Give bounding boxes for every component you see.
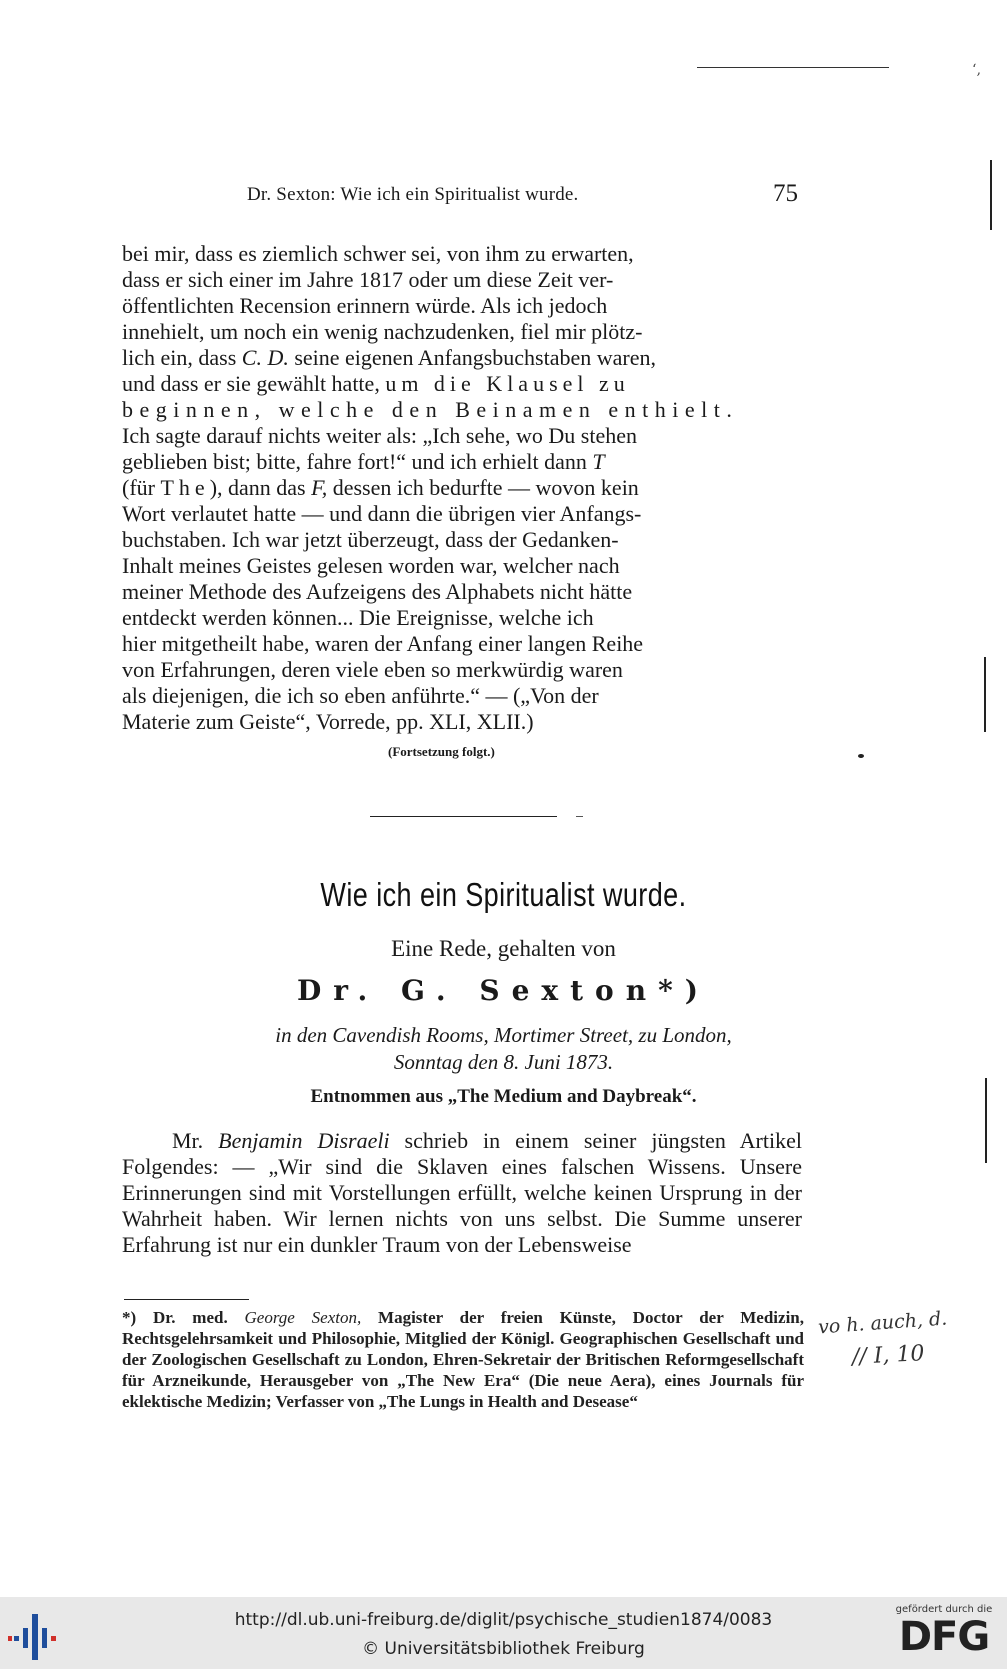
text-line: bei mir, dass es ziemlich schwer sei, von ihm zu erwarten, [122,241,634,266]
margin-bar [990,160,992,230]
article-subtitle: Eine Rede, gehalten von [391,936,616,961]
text-line: Materie zum Geiste“, Vorrede, pp. XLI, XLII.) [122,709,534,734]
article-author: Dr. G. Sexton*) [297,974,710,1007]
dfg-logo-icon[interactable] [888,1604,1000,1666]
text-line: Wort verlautet hatte — und dann die übrigen vier Anfangs- [122,501,642,526]
text-line: dass er sich einer im Jahre 1817 oder um diese Zeit ver- [122,267,614,292]
footnote: *) Dr. med. George Sexton, Magister der freien Künste, Doctor der Medizin, Rechtsgelehrsamkeit und Philosophie, Mitglied der Königl. Geographischen Gesellschaft und der Zoologischen Gesellschaft zu London, Ehren-Sekretair der Britischen Reformgesellschaft für Arzneikunde, Herausgeber von „The New Era“ (Die neue Aera), eines Journals für eklektische Medizin; Verfasser von „The Lungs in Health and Desease“ [122,1308,804,1411]
separator-dash [576,816,583,817]
article-source: Entnommen aus „The Medium and Daybreak“. [310,1086,697,1107]
text-line: Inhalt meines Geistes gelesen worden war, welcher nach [122,553,620,578]
text-line: von Erfahrungen, deren viele eben so merkwürdig waren [122,657,623,682]
corner-mark: ‘‚ [972,62,981,78]
text-line: öffentlichten Recension erinnern würde. Als ich jedoch [122,293,608,318]
text-line: Ich sagte darauf nichts weiter als: „Ich sehe, wo Du stehen [122,423,637,448]
article-venue [0,1022,1007,1076]
dfg-wordmark: DFG [898,1614,990,1660]
text-line: buchstaben. Ich war jetzt überzeugt, dass der Gedanken- [122,527,619,552]
footnote-rule [124,1299,249,1300]
text-line: lich ein, dass C. D. seine eigenen Anfangsbuchstaben waren, [122,345,656,370]
top-rule [697,67,889,68]
venue-line: Sonntag den 8. Juni 1873. [393,1050,614,1074]
footer-url-link[interactable]: http://dl.ub.uni-freiburg.de/diglit/psychische_studien1874/0083 [234,1610,773,1630]
text-line: als diejenigen, die ich so eben anführte.“ — („Von der [122,683,599,708]
continuation-note: (Fortsetzung folgt.) [388,744,495,759]
ink-dot [858,754,864,758]
text-line: und dass er sie gewählt hatte, um die Klausel zu [122,371,630,396]
text-line: innehielt, um noch ein wenig nachzudenken, fiel mir plötz- [122,319,643,344]
text-line: hier mitgetheilt habe, waren der Anfang einer langen Reihe [122,631,644,656]
opening-paragraph: Mr. Benjamin Disraeli schrieb in einem seiner jüngsten Artikel Folgendes: — „Wir sind die Sklaven eines falschen Wissens. Unsere Erinnerungen sind mit Vorstellungen erfüllt, welche keinen Ursprung in der Wahrheit haben. Wir lernen nichts von uns selbst. Die Summe unserer Erfahrung ist nur ein dunkler Traum von der Lebensweise [122,1128,802,1257]
page-number: 75 [773,180,798,207]
text-line: geblieben bist; bitte, fahre fort!“ und ich erhielt dann T [122,449,605,474]
handwritten-note: // I, 10 [851,1341,926,1370]
text-line: entdeckt werden können... Die Ereignisse, welche ich [122,605,594,630]
footer-copyright: © Universitätsbibliothek Freiburg [362,1639,645,1659]
text-line: meiner Methode des Aufzeigens des Alphabets nicht hätte [122,579,633,604]
running-head: Dr. Sexton: Wie ich ein Spiritualist wurde. [247,184,579,205]
continued-text-block [122,241,802,735]
section-separator [370,816,557,817]
venue-line: in den Cavendish Rooms, Mortimer Street, zu London, [275,1023,732,1047]
margin-bar [984,657,986,732]
article-title: Wie ich ein Spiritualist wurde. [320,876,687,913]
text-line: beginnen, welche den Beinamen enthielt. [122,397,739,422]
dfg-tagline: gefördert durch die [895,1604,993,1615]
handwritten-note: vo h. auch, d. [817,1307,948,1339]
text-line: (für The), dann das F, dessen ich bedurfte — wovon kein [122,475,639,500]
